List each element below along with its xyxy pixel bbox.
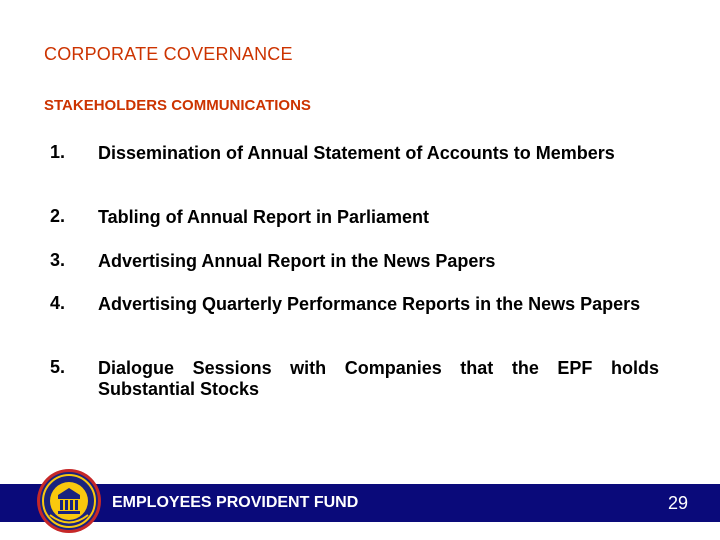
list-item-text: Advertising Annual Report in the News Papers (98, 251, 496, 271)
footer-org-name: EMPLOYEES PROVIDENT FUND (112, 494, 359, 511)
slide-title: CORPORATE COVERNANCE (44, 44, 293, 64)
list-item-number: 4. (50, 293, 66, 313)
list-item-number: 5. (50, 357, 66, 377)
slide-subtitle: STAKEHOLDERS COMMUNICATIONS (44, 97, 311, 114)
epf-logo-icon (36, 468, 102, 534)
list-item-number: 2. (50, 206, 66, 226)
list-item-text: Tabling of Annual Report in Parliament (98, 207, 430, 227)
list-item-text: Dialogue Sessions with Companies that the EPF holds Substantial Stocks (98, 358, 659, 399)
list-item-text: Dissemination of Annual Statement of Accounts to Members (98, 143, 615, 163)
list-item-number: 1. (50, 142, 66, 162)
footer-bar (0, 484, 720, 522)
list-item-text: Advertising Quarterly Performance Reports in the News Papers (98, 294, 641, 314)
page-number: 29 (667, 493, 688, 513)
list-item-number: 3. (50, 250, 66, 270)
